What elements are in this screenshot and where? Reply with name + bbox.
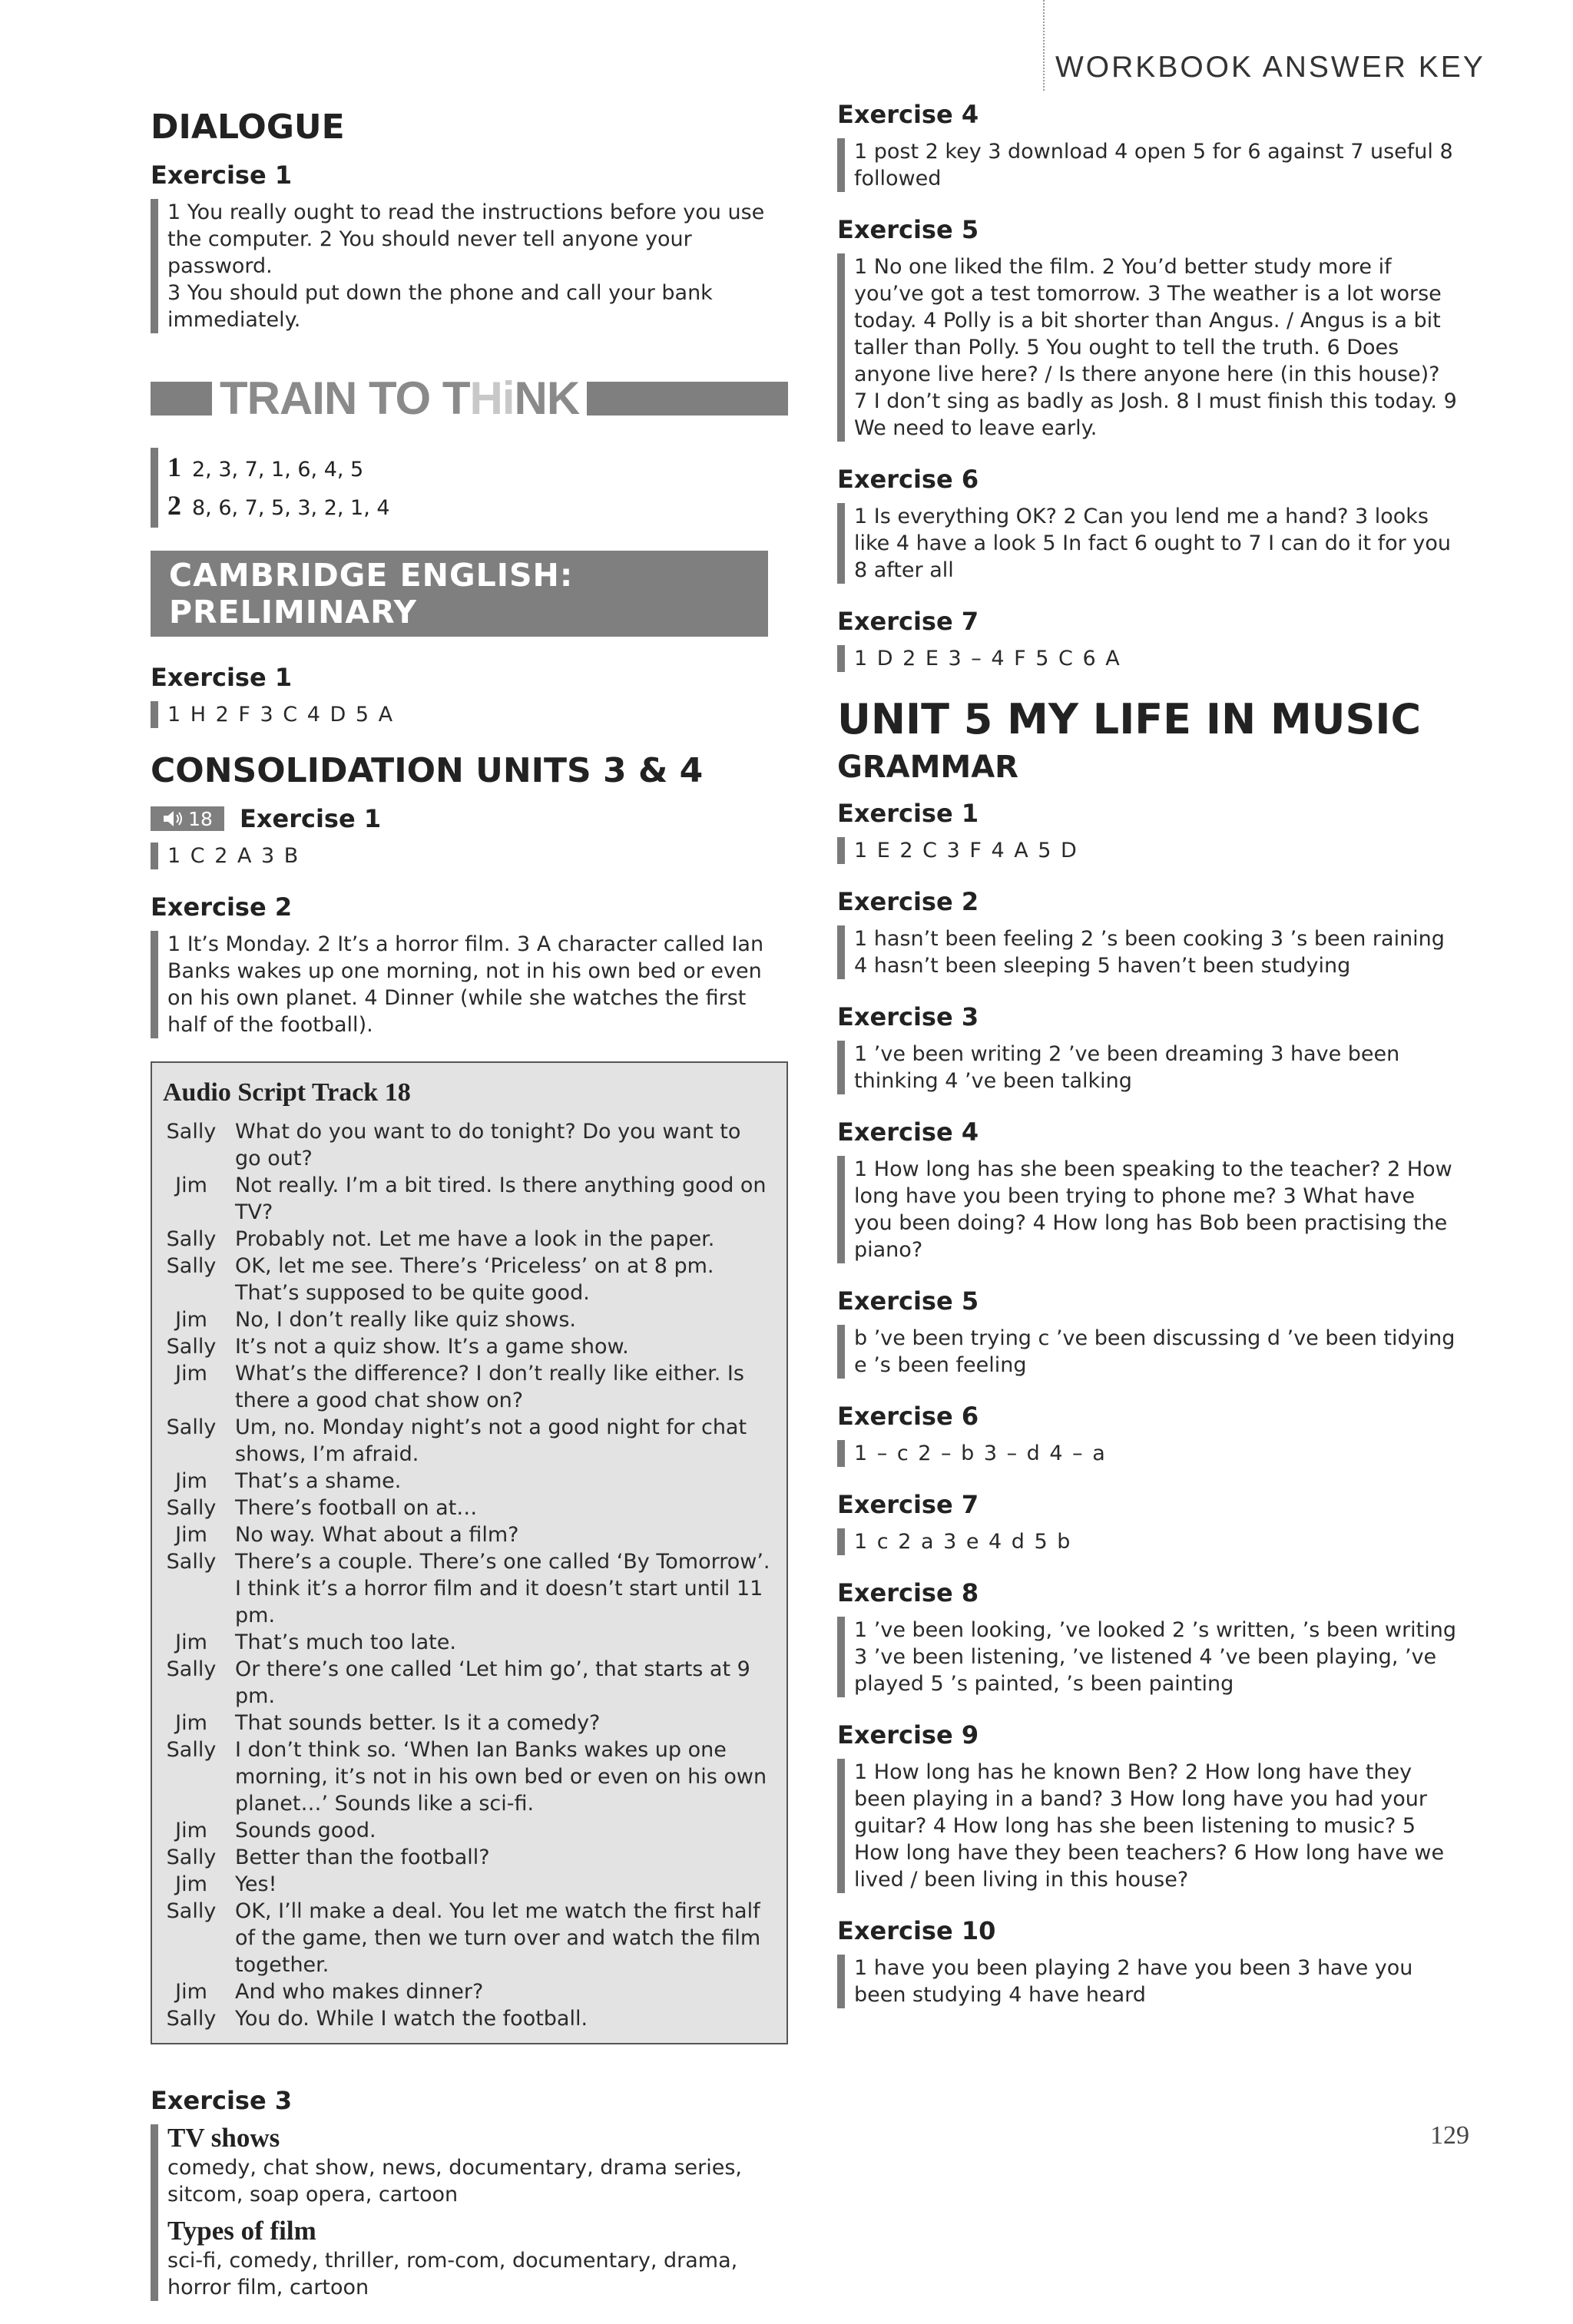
script-text: Not really. I’m a bit tired. Is there anything good on TV? xyxy=(235,1174,767,1224)
header-divider xyxy=(1043,0,1045,91)
script-speaker: Sally xyxy=(166,2007,217,2031)
audio-script-title: Audio Script Track 18 xyxy=(163,1078,411,1107)
grammar-exercise-answers: 1 How long has he known Ben? 2 How long have they been playing in a band? 3 How long have you had your guitar? 4 How long has she been listening to music? 5 How long have they been teachers? 6 How long have we lived / been living in this house? xyxy=(837,1759,1458,1893)
exercise-4-title: Exercise 4 xyxy=(837,100,979,129)
script-text: Better than the football? xyxy=(235,1846,490,1869)
script-line xyxy=(163,1118,773,1172)
train-to-think-banner xyxy=(151,372,788,425)
cambridge-exercise-1-answers: 1 H 2 F 3 C 4 D 5 A xyxy=(151,701,788,728)
tv-shows-list: comedy, chat show, news, documentary, drama series, sitcom, soap opera, cartoon xyxy=(167,2156,742,2206)
script-text: Sounds good. xyxy=(235,1819,376,1842)
grammar-exercise-title: Exercise 8 xyxy=(837,1578,979,1607)
grammar-exercise-answers: 1 ’ve been looking, ’ve looked 2 ’s written, ’s been writing 3 ’ve been listening, ’ve listened 4 ’ve been playing, ’ve played 5 ’s painted, ’s been painting xyxy=(837,1617,1458,1697)
exercise-7-title: Exercise 7 xyxy=(837,607,979,636)
script-line xyxy=(163,1978,773,2005)
right-column xyxy=(837,100,1458,2031)
script-text: It’s not a quiz show. It’s a game show. xyxy=(235,1335,629,1359)
script-line xyxy=(163,1333,773,1360)
script-line xyxy=(163,1871,773,1898)
grammar-exercise-answers: 1 c 2 a 3 e 4 d 5 b xyxy=(837,1528,1458,1555)
grammar-exercise-title: Exercise 5 xyxy=(837,1286,979,1316)
answer-line: 3 You should put down the phone and call your bank immediately. xyxy=(167,281,713,332)
banner-bar-right xyxy=(587,382,788,415)
consolidation-exercise-1-header xyxy=(151,804,788,833)
script-text: OK, let me see. There’s ‘Priceless’ on at 8 pm. That’s supposed to be quite good. xyxy=(235,1254,714,1305)
consolidation-exercise-2-answers: 1 It’s Monday. 2 It’s a horror film. 3 A character called Ian Banks wakes up one morning, not in his own bed or even on his own planet. 4 Dinner (while she watches the first half of the football). xyxy=(151,931,788,1038)
grammar-exercise-answers: 1 hasn’t been feeling 2 ’s been cooking 3 ’s been raining 4 hasn’t been sleeping 5 haven’t been studying xyxy=(837,925,1458,979)
answer-line: 1 You really ought to read the instructions before you use the computer. xyxy=(167,200,765,251)
script-text: You do. While I watch the football. xyxy=(235,2007,588,2031)
exercise-4-answers: 1 post 2 key 3 download 4 open 5 for 6 against 7 useful 8 followed xyxy=(837,138,1458,192)
grammar-exercise-answers: 1 How long has she been speaking to the teacher? 2 How long have you been trying to phone me? 3 What have you been doing? 4 How long has Bob been practising the piano? xyxy=(837,1156,1458,1263)
grammar-exercise-answers: b ’ve been trying c ’ve been discussing d ’ve been tidying e ’s been feeling xyxy=(837,1325,1458,1379)
consolidation-exercise-1-title: Exercise 1 xyxy=(240,804,382,833)
consolidation-heading: CONSOLIDATION UNITS 3 & 4 xyxy=(151,751,704,790)
consolidation-exercise-3-title: Exercise 3 xyxy=(151,2086,293,2115)
script-text: There’s football on at… xyxy=(235,1496,478,1520)
row-sequence: 2, 3, 7, 1, 6, 4, 5 xyxy=(192,458,364,482)
grammar-exercise-title: Exercise 9 xyxy=(837,1720,979,1750)
train-to-think-answers xyxy=(151,448,788,528)
script-text: Probably not. Let me have a look in the paper. xyxy=(235,1227,715,1251)
exercise-5-answers: 1 No one liked the film. 2 You’d better study more if you’ve got a test tomorrow. 3 The weather is a lot worse today. 4 Polly is a bit shorter than Angus. / Angus is a bit taller than Polly. 5 You ought to tell the truth. 6 Does anyone live here? / Is there anyone here (in this house)? 7 I don’t sing as badly as Josh. 8 I must finish this today. 9 We need to leave early. xyxy=(837,253,1458,442)
page-header-title: WORKBOOK ANSWER KEY xyxy=(1055,51,1485,84)
consolidation-exercise-2-title: Exercise 2 xyxy=(151,892,293,922)
script-line xyxy=(163,1172,773,1226)
script-speaker: Sally xyxy=(166,1227,217,1251)
script-speaker: Sally xyxy=(166,1657,217,1681)
script-line xyxy=(163,1656,773,1710)
audio-script-lines xyxy=(163,1118,773,2032)
script-speaker: Sally xyxy=(166,1738,217,1762)
script-text: There’s a couple. There’s one called ‘By Tomorrow’. I think it’s a horror film and it doesn’t start until 11 pm. xyxy=(235,1550,770,1627)
grammar-exercise-title: Exercise 3 xyxy=(837,1002,979,1031)
script-speaker: Sally xyxy=(166,1496,217,1520)
grammar-heading: GRAMMAR xyxy=(837,750,1018,785)
cambridge-preliminary-banner: CAMBRIDGE ENGLISH: PRELIMINARY xyxy=(151,551,768,637)
speaker-icon xyxy=(162,809,185,828)
exercise-6-title: Exercise 6 xyxy=(837,465,979,494)
dialogue-exercise-1-title: Exercise 1 xyxy=(151,161,293,190)
grammar-exercise-title: Exercise 1 xyxy=(837,799,979,828)
consolidation-exercise-3-answers xyxy=(151,2124,788,2301)
script-line xyxy=(163,1360,773,1414)
script-text: Yes! xyxy=(235,1872,277,1896)
grammar-exercise-title: Exercise 4 xyxy=(837,1117,979,1147)
cambridge-exercise-1-title: Exercise 1 xyxy=(151,663,293,692)
answer-line: 2 You should never tell anyone your password. xyxy=(167,227,692,278)
script-line xyxy=(163,1710,773,1736)
consolidation-exercise-1-answers: 1 C 2 A 3 B xyxy=(151,843,788,869)
script-line xyxy=(163,1226,773,1253)
script-speaker: Jim xyxy=(175,1174,207,1197)
script-text: I don’t think so. ‘When Ian Banks wakes up one morning, it’s not in his own bed or even on his own planet…’ Sounds like a sci-fi. xyxy=(235,1738,767,1816)
dialogue-heading: DIALOGUE xyxy=(151,108,345,147)
script-speaker: Sally xyxy=(166,1899,217,1923)
script-speaker: Sally xyxy=(166,1254,217,1278)
script-text: Um, no. Monday night’s not a good night for chat shows, I’m afraid. xyxy=(235,1415,747,1466)
exercise-5-title: Exercise 5 xyxy=(837,215,979,244)
script-line xyxy=(163,1521,773,1548)
script-line xyxy=(163,1629,773,1656)
grammar-exercises xyxy=(837,799,1458,2008)
script-speaker: Sally xyxy=(166,1335,217,1359)
script-speaker: Jim xyxy=(175,1872,207,1896)
script-speaker: Sally xyxy=(166,1415,217,1439)
script-text: That sounds better. Is it a comedy? xyxy=(235,1711,601,1735)
grammar-exercise-answers: 1 E 2 C 3 F 4 A 5 D xyxy=(837,837,1458,864)
script-speaker: Sally xyxy=(166,1120,217,1144)
script-text: That’s a shame. xyxy=(235,1469,402,1493)
audio-track-badge xyxy=(151,806,224,831)
script-speaker: Jim xyxy=(175,1711,207,1735)
grammar-exercise-title: Exercise 10 xyxy=(837,1916,996,1945)
script-line xyxy=(163,1898,773,1978)
row-sequence: 8, 6, 7, 5, 3, 2, 1, 4 xyxy=(192,496,390,520)
label-part: TRAIN TO T xyxy=(220,372,470,424)
dialogue-exercise-1-answers xyxy=(151,199,788,333)
script-line xyxy=(163,1306,773,1333)
train-to-think-row xyxy=(167,449,788,488)
label-part-highlight: Hi xyxy=(469,372,515,424)
script-line xyxy=(163,1548,773,1629)
row-number: 1 xyxy=(167,452,181,482)
grammar-exercise-title: Exercise 7 xyxy=(837,1490,979,1519)
script-speaker: Jim xyxy=(175,1819,207,1842)
label-part: NK xyxy=(514,372,580,424)
script-text: No, I don’t really like quiz shows. xyxy=(235,1308,576,1332)
script-text: Or there’s one called ‘Let him go’, that starts at 9 pm. xyxy=(235,1657,750,1708)
script-line xyxy=(163,2005,773,2032)
script-line xyxy=(163,1817,773,1844)
script-text: OK, I’ll make a deal. You let me watch the first half of the game, then we turn over and watch the film together. xyxy=(235,1899,761,1977)
train-to-think-label xyxy=(212,372,587,425)
script-line xyxy=(163,1253,773,1306)
script-line xyxy=(163,1844,773,1871)
types-of-film-list: sci-fi, comedy, thriller, rom-com, documentary, drama, horror film, cartoon xyxy=(167,2249,738,2299)
script-text: That’s much too late. xyxy=(235,1630,456,1654)
script-speaker: Jim xyxy=(175,1523,207,1547)
script-speaker: Jim xyxy=(175,1308,207,1332)
unit-5-heading: UNIT 5 MY LIFE IN MUSIC xyxy=(837,695,1422,743)
banner-bar-left xyxy=(151,382,212,415)
script-line xyxy=(163,1495,773,1521)
script-text: No way. What about a film? xyxy=(235,1523,519,1547)
grammar-exercise-answers: 1 – c 2 – b 3 – d 4 – a xyxy=(837,1440,1458,1467)
script-speaker: Jim xyxy=(175,1362,207,1385)
script-speaker: Jim xyxy=(175,1630,207,1654)
page-number: 129 xyxy=(1430,2121,1469,2150)
tv-shows-heading: TV shows xyxy=(167,2123,280,2153)
types-of-film-heading: Types of film xyxy=(167,2216,316,2246)
grammar-exercise-answers: 1 have you been playing 2 have you been 3 have you been studying 4 have heard xyxy=(837,1955,1458,2008)
script-text: And who makes dinner? xyxy=(235,1980,484,2004)
script-speaker: Sally xyxy=(166,1846,217,1869)
audio-script-box xyxy=(151,1061,788,2044)
script-line xyxy=(163,1736,773,1817)
script-line xyxy=(163,1414,773,1468)
row-number: 2 xyxy=(167,490,181,521)
exercise-6-answers: 1 Is everything OK? 2 Can you lend me a hand? 3 looks like 4 have a look 5 In fact 6 ought to 7 I can do it for you 8 after all xyxy=(837,503,1458,584)
grammar-exercise-answers: 1 ’ve been writing 2 ’ve been dreaming 3 have been thinking 4 ’ve been talking xyxy=(837,1041,1458,1094)
script-speaker: Jim xyxy=(175,1469,207,1493)
script-text: What’s the difference? I don’t really like either. Is there a good chat show on? xyxy=(235,1362,744,1412)
script-text: What do you want to do tonight? Do you want to go out? xyxy=(235,1120,741,1170)
script-line xyxy=(163,1468,773,1495)
train-to-think-row xyxy=(167,488,788,526)
script-speaker: Jim xyxy=(175,1980,207,2004)
grammar-exercise-title: Exercise 2 xyxy=(837,887,979,916)
exercise-7-answers: 1 D 2 E 3 – 4 F 5 C 6 A xyxy=(837,645,1458,672)
grammar-exercise-title: Exercise 6 xyxy=(837,1402,979,1431)
left-column xyxy=(151,100,788,2324)
audio-track-number: 18 xyxy=(188,807,213,830)
script-speaker: Sally xyxy=(166,1550,217,1574)
